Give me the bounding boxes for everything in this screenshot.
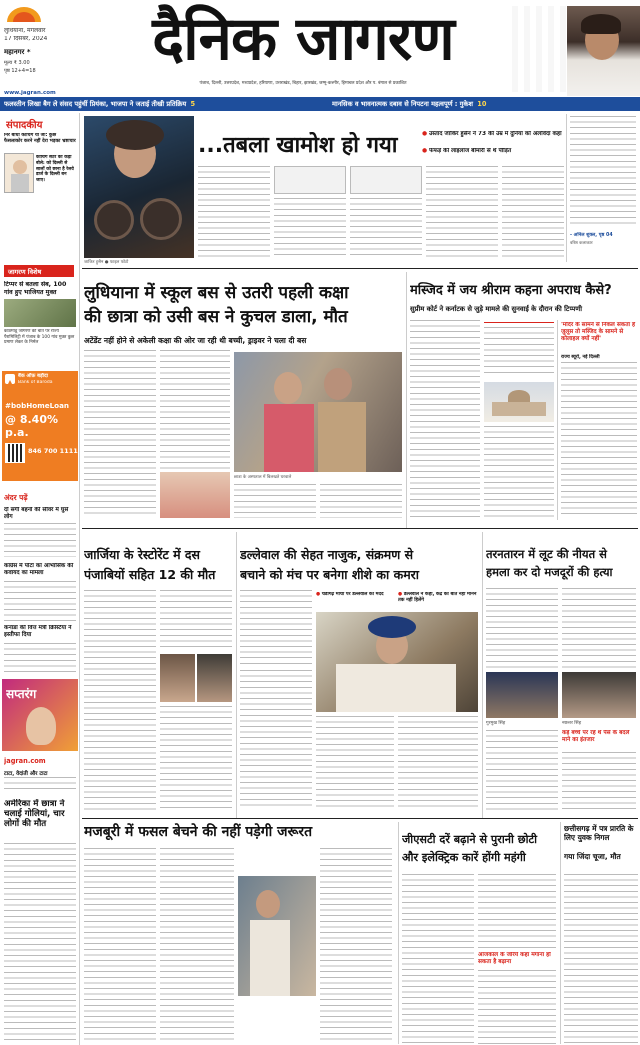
story6-col2: [160, 848, 234, 1044]
story6-col1: [84, 848, 156, 1044]
saptrang-face: [26, 707, 56, 745]
ticker-right-page: 10: [477, 100, 487, 108]
andar-tag: अंदर पढ़ें: [4, 493, 28, 502]
quote-body: [570, 116, 636, 224]
masthead-editions: पंजाब, दिल्ली, उत्तरप्रदेश, मध्यप्रदेश, हरियाणा, उत्तराखंड, बिहार, झारखंड, जम्मू-कश्मीर, हिमाचल प्रदेश और प. बंगाल से प्रकाशित: [199, 81, 407, 86]
story4-col4: [398, 716, 478, 810]
lead-body-col5: [502, 166, 564, 258]
hrule-2: [82, 528, 638, 529]
story7-headline-1[interactable]: जीएसटी दरें बढ़ाने से पुरानी छोटी: [402, 833, 538, 846]
story7-vrule: [560, 822, 561, 1044]
story6-headline[interactable]: मजबूरी में फसल बेचने की नहीं पड़ेगी जरूरत: [84, 824, 313, 840]
quote-note: वरिष्ठ कलाकार: [570, 241, 593, 246]
andar-item-2-text: [4, 581, 76, 621]
lead-bullet-1-text: उस्ताद जाकिर हुसैन ने 73 की उम्र में दुनिया को अलविदा कहा: [429, 131, 562, 137]
masthead-date: 17 दिसंबर, 2024: [4, 36, 48, 42]
andar-item-1[interactable]: दो सगी बहनों की सीवर में घुसे लोग: [4, 507, 69, 520]
story2-side-body: [561, 362, 637, 518]
masthead-price: मूल्य ₹ 3.00: [4, 60, 30, 66]
jagran-com-body: [4, 777, 76, 793]
supreme-court-photo: [484, 382, 554, 422]
jagran-com-text: टाटा, वेदांती और टाटा: [4, 771, 48, 777]
story5-headline-2[interactable]: हमला कर दो मजदूरों की हत्या: [486, 565, 613, 579]
usa-headline[interactable]: अमेरिका में छात्रा ने चलाई गोलियां, चार लोगों की मौत: [4, 799, 65, 829]
lead-divider: [566, 114, 567, 262]
story6-vrule: [398, 822, 399, 1044]
story4-bullet-1-text: चंडीगढ़ मोर्चा पर डल्लेवाल की मदद: [321, 592, 384, 597]
story1-col4: [320, 484, 402, 518]
story3-photo-1: [160, 654, 195, 702]
lead-body-col2: [274, 198, 346, 258]
masthead-pages: पृष्ठ 12+4=18: [4, 68, 36, 74]
story1-girl-photo: [160, 472, 230, 518]
story8-body: [564, 874, 638, 1044]
bank-phone: 846 700 1111: [28, 447, 78, 455]
bank-rate: @ 8.40% p.a.: [5, 413, 58, 439]
story4-col1: [240, 590, 312, 666]
story5-col2: [562, 588, 636, 668]
ticker-right-text: मानसिक व भावनात्मक दबाव से निपटना महत्वपूर्ण : गुकेश: [332, 100, 473, 108]
left-sidebar: [0, 113, 80, 1045]
bank-tag: #bobHomeLoan: [5, 401, 70, 410]
bank-name: बैंक ऑफ़ बड़ौदा: [18, 373, 48, 379]
story2-side-head[interactable]: 'मंदिर के सामने से निकल सकता है जुलूस तो मस्जिद के सामने से कोलाहल क्यों नहीं': [561, 322, 636, 342]
masthead-edition: महानगर *: [4, 48, 31, 56]
story1-headline-1[interactable]: लुधियाना में स्कूल बस से उतरी पहली कक्षा: [84, 283, 349, 303]
story7-col2: [478, 874, 556, 950]
story1-col1: [84, 350, 156, 518]
bullet-icon: ●: [422, 148, 430, 154]
lead-inset2: [350, 166, 422, 194]
story1-caption: छात्रा के अस्पताल में बिलखते घरवाले: [234, 475, 292, 480]
story5-headline-1[interactable]: तरनतारन में लूट की नीयत से: [486, 547, 607, 561]
story3-vrule: [236, 532, 237, 818]
story2-headline[interactable]: मस्जिद में जय श्रीराम कहना अपराध कैसे?: [410, 283, 612, 298]
story2-col1: [410, 320, 480, 518]
bank-qr-icon: [5, 443, 25, 463]
viral-photo: [4, 299, 76, 327]
cartoon-text2: कोचिंग सेंटर की कड़ी बोले: को दिल्ली से सालों को छाना है रेलवे डार्ज के दिल्ली बन जाए।: [36, 155, 74, 184]
story5-photo-1: [486, 672, 558, 718]
lead-bullet-2: [422, 148, 562, 155]
story1-headline-2[interactable]: की छात्रा को उसी बस ने कुचल डाला, मौत: [84, 307, 348, 327]
story7-col1: [402, 874, 474, 1044]
zakir-caption: जाकिर हुसैन ● फाइल फोटो: [84, 260, 129, 265]
story3-headline-1[interactable]: जार्जिया के रेस्टोरेंट में दस: [84, 547, 201, 562]
bank-ad[interactable]: [2, 371, 78, 481]
viral-headline[interactable]: टिप्पर से बतला सेब, 100 गांव हुए भाजियत मुक्त: [4, 281, 67, 296]
story1-sub: अटेंडेंट नहीं होने से अकेली कक्षा की ओर जा रही थी बच्ची, ड्राइवर ने चला दी बस: [84, 336, 307, 345]
story1-vrule: [406, 272, 407, 528]
ticker-right[interactable]: [332, 99, 632, 109]
lead-bullet-2-text: फेफड़े की लाइलाज बीमारी से थे पीड़ित: [429, 148, 512, 154]
andar-item-3[interactable]: कनाडा की वित्त मंत्री क्रिस्टिया ने इस्तीफा दिया: [4, 625, 72, 638]
gukesh-photo: [567, 6, 640, 96]
sun-logo-icon: [5, 7, 43, 23]
story4-headline-2[interactable]: बचाने को मंच पर बनेगा शीशे का कमरा: [240, 567, 420, 582]
story4-bullet-1: [316, 592, 394, 598]
story7-headline-2[interactable]: और इलेक्ट्रिक कारें होंगी महंगी: [402, 851, 526, 864]
dallewal-photo: [316, 612, 478, 712]
ticker-bar: [0, 97, 640, 111]
story7-col3: [478, 970, 556, 1044]
bullet-icon: ●: [422, 131, 430, 137]
story2-vrule: [557, 320, 558, 520]
story4-col3: [316, 716, 394, 810]
story2-col2: [484, 426, 554, 518]
story7-sub: आजकाल के जरिये कहा मंगाना हो सकता है बढ़ाना: [478, 952, 551, 965]
ticker-left[interactable]: [4, 99, 304, 109]
lead-body-col4: [426, 166, 498, 258]
story2-sub: सुप्रीम कोर्ट ने कर्नाटक से जुड़े मामले की सुनवाई के दौरान की टिप्पणी: [410, 305, 582, 313]
lead-inset: [274, 166, 346, 194]
masthead-city: लुधियाना, मंगलवार: [4, 28, 46, 34]
story6-col3: [320, 848, 392, 1044]
viral-tag: जागरण विशेष: [4, 265, 74, 277]
ticker-left-text: फलस्तीन लिखा बैग ले संसद पहुंचीं प्रियंका, भाजपा ने जताई तीखी प्रतिक्रिय: [4, 100, 187, 108]
masthead-logo: दैनिक जागरण: [152, 4, 454, 74]
hrule-3: [82, 818, 638, 819]
story3-col3: [160, 706, 232, 810]
lead-headline[interactable]: ...तबला खामोश हो गया: [198, 133, 398, 158]
gukesh-photo-strip: [512, 6, 567, 92]
story2-byline: राज्य ब्यूरो, नई दिल्ली: [561, 355, 600, 360]
story5-photo-2: [562, 672, 636, 718]
masthead-website: www.jagran.com: [4, 90, 56, 96]
bullet-icon: ●: [316, 592, 322, 597]
story3-col2: [160, 590, 232, 650]
story5-caption-1: गुरमुख सिंह: [486, 721, 506, 726]
story4-bullet-2: [398, 592, 478, 604]
bullet-icon: ●: [398, 592, 404, 597]
story3-col1: [84, 590, 156, 810]
story3-headline-2[interactable]: पंजाबियों सहित 12 की मौत: [84, 567, 216, 582]
story5-col1: [486, 588, 558, 668]
story5-caption-2: नछत्तर सिंह: [562, 721, 582, 726]
cartoon-drawing: [4, 153, 34, 193]
story4-vrule: [482, 532, 483, 818]
story8-headline-2[interactable]: गया जिंदा चूजा, मौत: [564, 852, 621, 861]
bank-logo-icon: [5, 374, 15, 384]
cartoon-title: संपादकीय: [6, 120, 43, 131]
bank-name-en: Bank of Baroda: [18, 380, 53, 385]
story5-sub: कई बच्चे पर रहे थे पैसे के बदले माने का इंतजार: [562, 730, 630, 743]
story4-col2: [240, 670, 312, 810]
hrule-1: [82, 268, 638, 269]
story5-col3: [486, 730, 558, 810]
story4-headline-1[interactable]: डल्लेवाल की सेहत नाजुक, संक्रमण से: [240, 547, 414, 562]
saptrang-title: सप्तरंग: [6, 687, 37, 701]
story8-headline-1[interactable]: छत्तीसगढ़ में पत्र प्रारति के लिए युवक निगल: [564, 824, 634, 842]
story1-photo: [234, 352, 402, 472]
viral-text: काठमांडू जागरण की बात पर राज्य पैरामिलिट्री में पंजाब के 100 गांव मुक्त कुछ प्रमाण लेकर के निर्मल: [4, 329, 75, 346]
jagran-com-tag[interactable]: jagran.com: [4, 757, 46, 765]
saptrang-box[interactable]: [2, 679, 78, 751]
andar-item-1-text: [4, 523, 76, 557]
andar-item-2[interactable]: कांग्रेस में पोटा का आभासिक की कवायद का मामला: [4, 563, 74, 576]
story2-inset: [484, 322, 554, 378]
story2-inset-text: [484, 327, 554, 377]
usa-body: [4, 843, 76, 1043]
story4-bullet-2-text: डल्लेवाल ने कहा, केंद्र को बात नहीं मानने तक नहीं हिलेंगे: [398, 592, 477, 603]
story1-col3: [234, 484, 316, 518]
story5-col4: [562, 752, 636, 810]
ticker-left-page: 5: [190, 100, 196, 108]
lead-body-col3: [350, 198, 422, 258]
story3-photo-2: [197, 654, 232, 702]
story6-photo: [238, 876, 316, 996]
andar-item-3-text: [4, 643, 76, 673]
zakir-photo: [84, 116, 194, 258]
quote-author: - अनिल शुक्ल, पृष्ठ 04: [570, 233, 613, 238]
lead-bullet-1: [422, 131, 562, 138]
cartoon-text: निर बाधा कोचिंग या जा: कुछ फैसलाकोर करने नहीं देरा भड़का भ्रष्टाचार: [4, 133, 76, 144]
masthead: [0, 0, 640, 96]
lead-body-col1: [198, 166, 270, 258]
